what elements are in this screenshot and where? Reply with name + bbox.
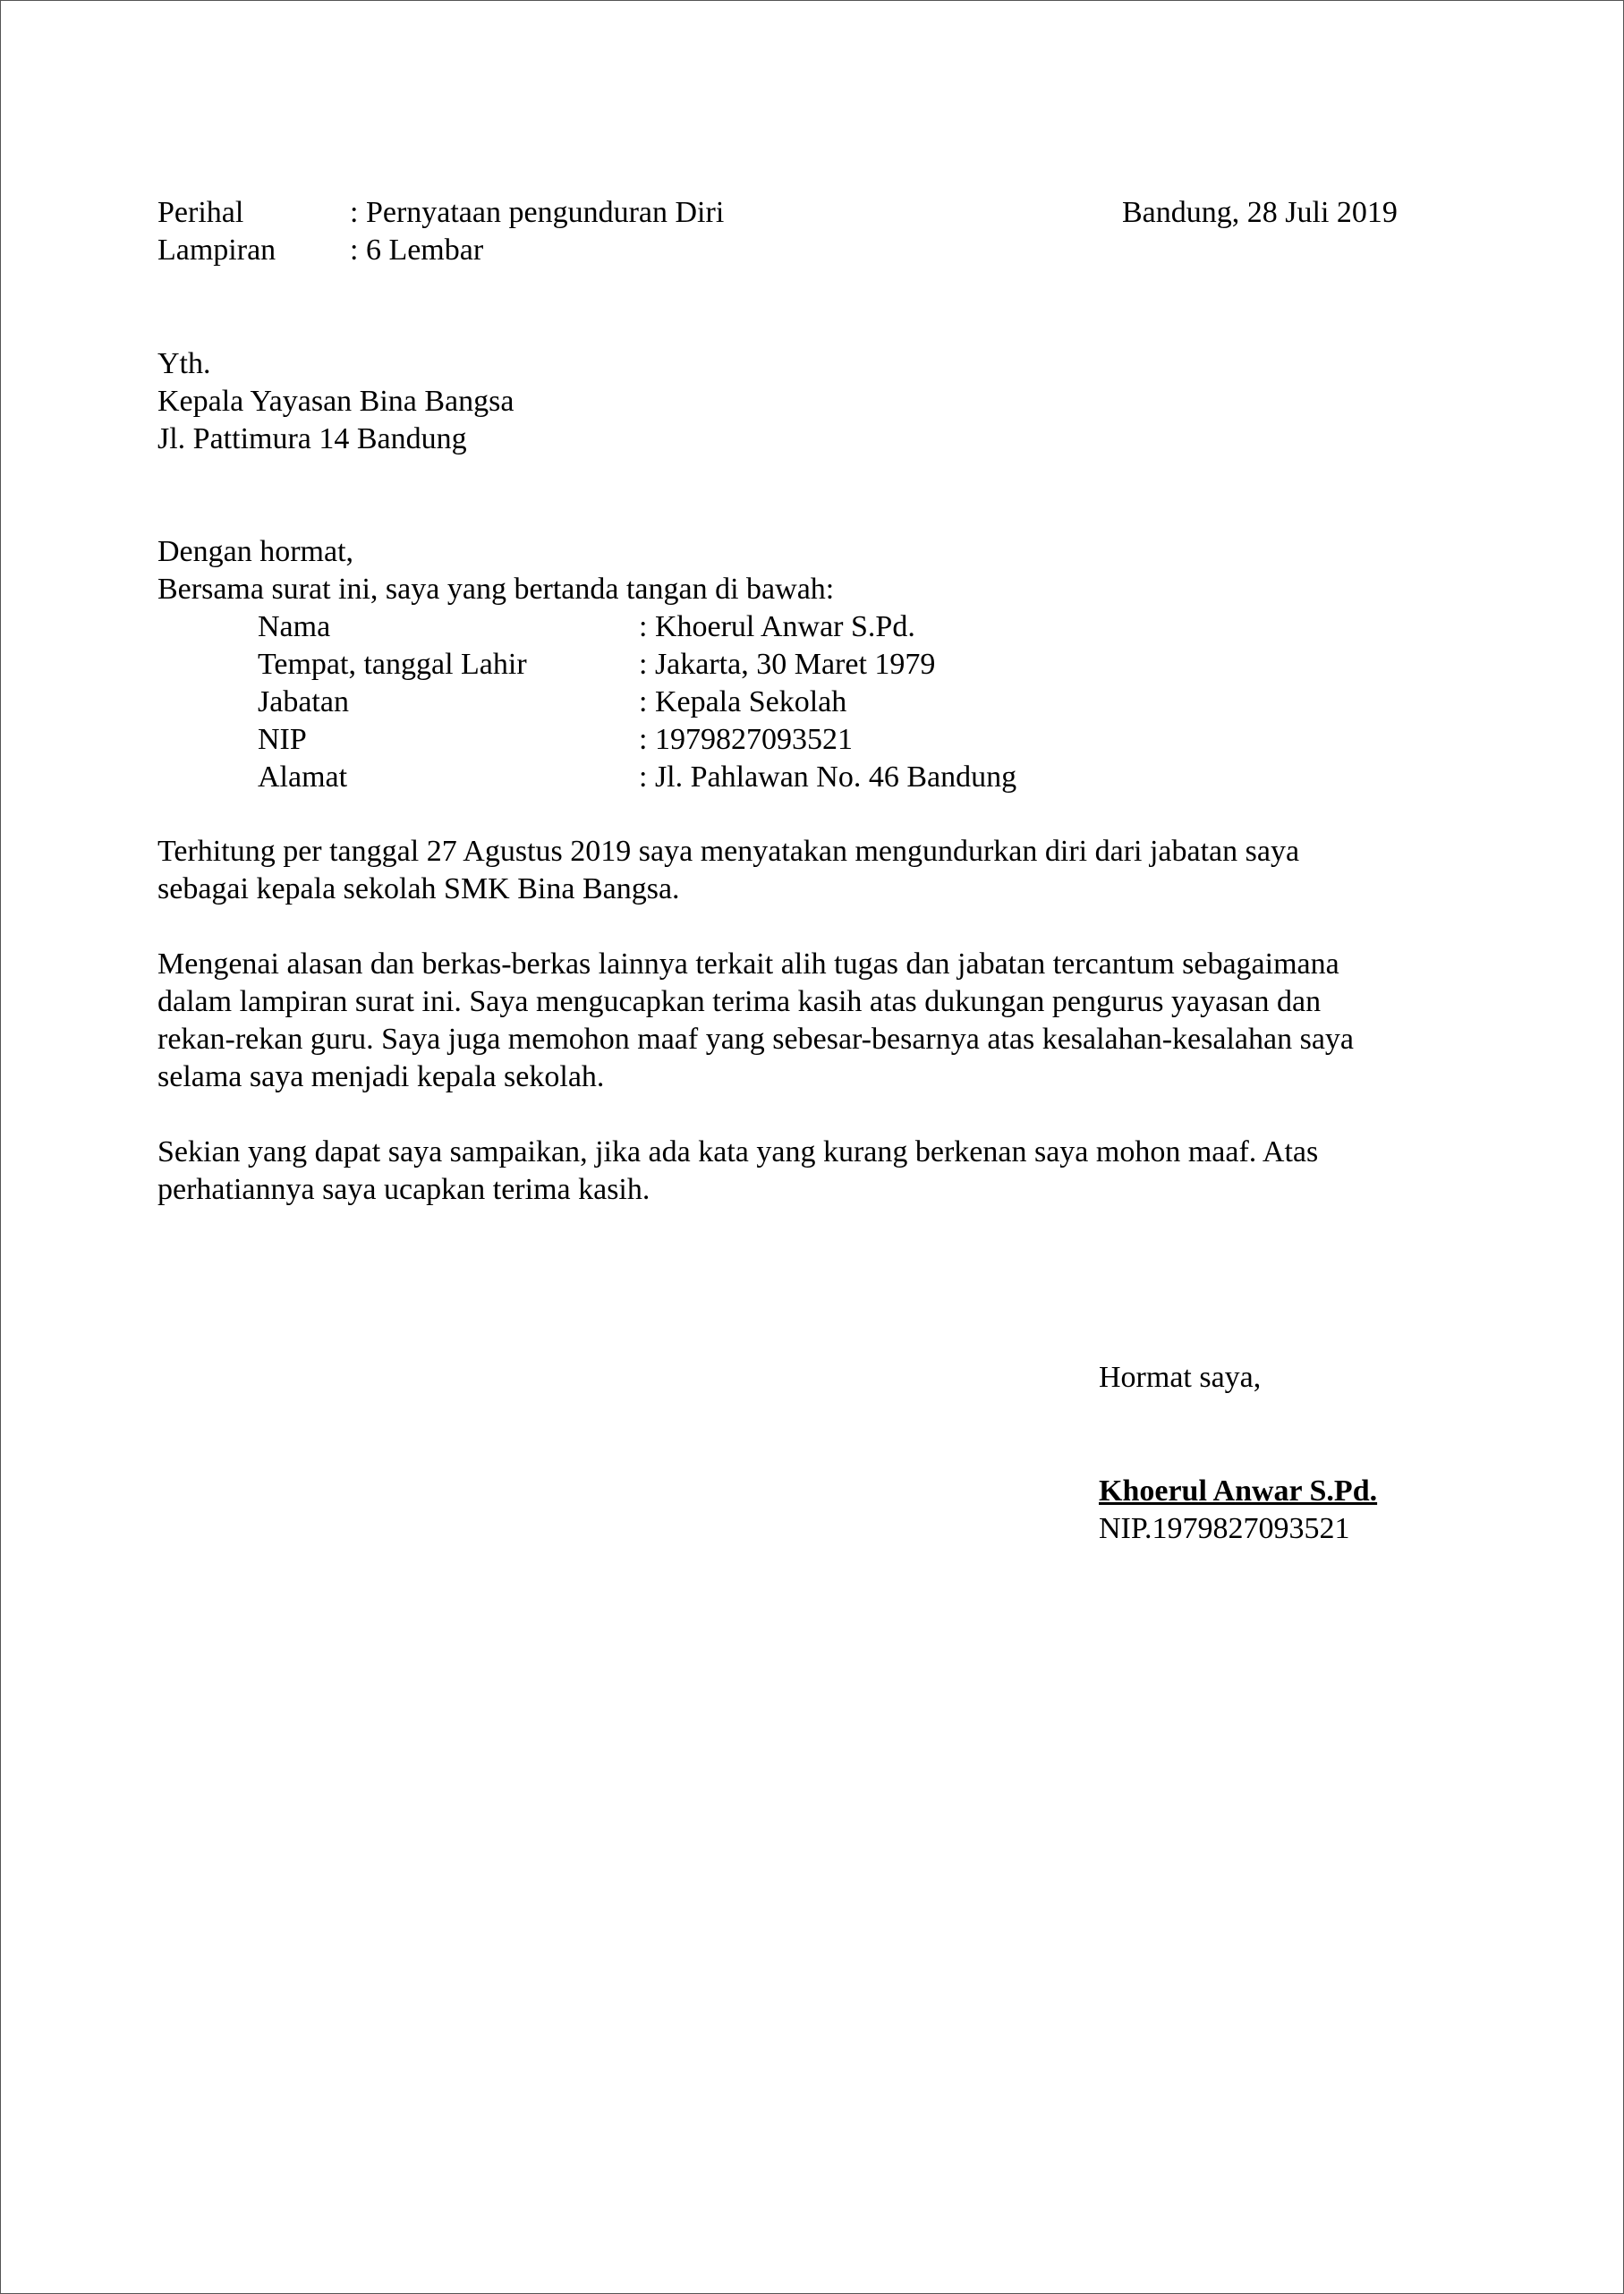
paragraph-line: rekan-rekan guru. Saya juga memohon maaf yang sebesar-besarnya atas kesalahan-kesalahan saya <box>157 1023 1355 1056</box>
closing-regards: Hormat saya, <box>1099 1361 1262 1394</box>
lampiran-value: : 6 Lembar <box>350 234 484 267</box>
identity-value: : Kepala Sekolah <box>639 685 847 718</box>
identity-label: Alamat <box>258 760 348 794</box>
recipient-salutation: Yth. <box>157 347 211 380</box>
identity-value: : Jakarta, 30 Maret 1979 <box>639 648 936 681</box>
body-paragraph-1 <box>157 833 1299 908</box>
identity-label: NIP <box>258 723 307 756</box>
paragraph-line: Terhitung per tanggal 27 Agustus 2019 saya menyatakan mengundurkan diri dari jabatan saya <box>157 835 1300 868</box>
identity-label: Nama <box>258 610 331 643</box>
perihal-value: : Pernyataan pengunduran Diri <box>350 196 725 229</box>
paragraph-line: Mengenai alasan dan berkas-berkas lainnya terkait alih tugas dan jabatan tercantum sebagaimana <box>157 947 1339 981</box>
body-paragraph-2 <box>157 946 1354 1096</box>
signer-name: Khoerul Anwar S.Pd. <box>1099 1474 1378 1508</box>
recipient-name: Kepala Yayasan Bina Bangsa <box>157 385 514 418</box>
identity-label: Tempat, tanggal Lahir <box>258 648 527 681</box>
paragraph-line: selama saya menjadi kepala sekolah. <box>157 1060 605 1093</box>
perihal-label: Perihal <box>157 196 244 229</box>
recipient-address: Jl. Pattimura 14 Bandung <box>157 422 467 455</box>
paragraph-line: dalam lampiran surat ini. Saya mengucapkan terima kasih atas dukungan pengurus yayasan dan <box>157 985 1322 1018</box>
place-date: Bandung, 28 Juli 2019 <box>1122 196 1398 229</box>
signer-nip: NIP.1979827093521 <box>1099 1512 1350 1545</box>
intro-line: Bersama surat ini, saya yang bertanda tangan di bawah: <box>157 573 835 606</box>
paragraph-line: perhatiannya saya ucapkan terima kasih. <box>157 1173 650 1206</box>
identity-value: : Khoerul Anwar S.Pd. <box>639 610 915 643</box>
lampiran-label: Lampiran <box>157 234 276 267</box>
identity-value: : Jl. Pahlawan No. 46 Bandung <box>639 760 1017 794</box>
identity-value: : 1979827093521 <box>639 723 853 756</box>
identity-label: Jabatan <box>258 685 349 718</box>
body-paragraph-3 <box>157 1134 1318 1209</box>
greeting: Dengan hormat, <box>157 535 354 568</box>
paragraph-line: Sekian yang dapat saya sampaikan, jika ada kata yang kurang berkenan saya mohon maaf. Atas <box>157 1135 1319 1168</box>
paragraph-line: sebagai kepala sekolah SMK Bina Bangsa. <box>157 872 680 905</box>
